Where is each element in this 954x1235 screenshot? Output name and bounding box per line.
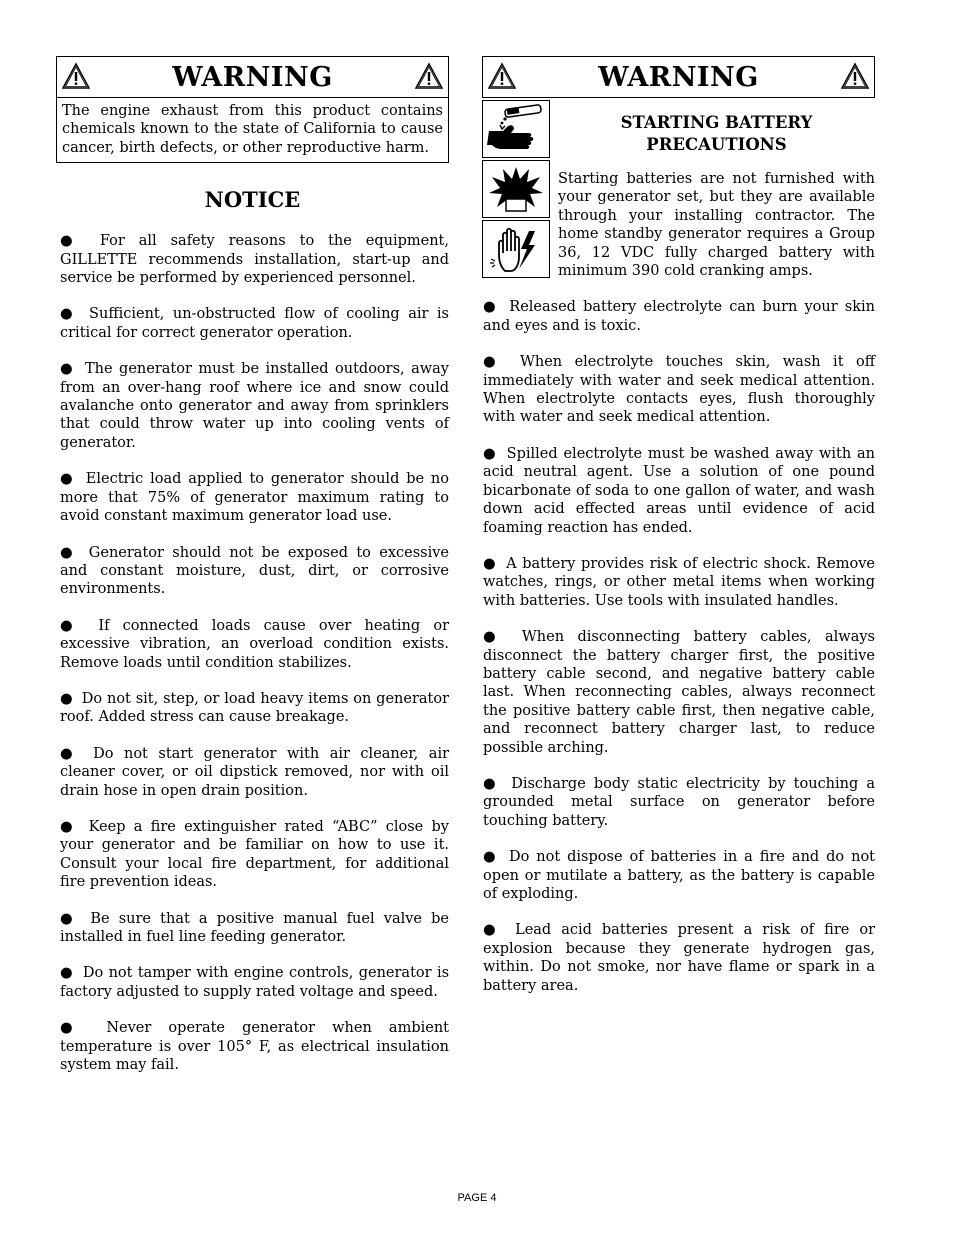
list-item: ● Do not tamper with engine controls, generator is factory adjusted to supply rated voltage and speed.: [60, 965, 450, 1000]
list-item: ● Be sure that a positive manual fuel valve be installed in fuel line feeding generator.: [60, 910, 450, 945]
battery-precautions-list: [482, 298, 875, 995]
list-item: ● Discharge body static electricity by touching a grounded metal surface on generator before touching battery.: [483, 775, 875, 829]
list-item: ● Do not start generator with air cleaner, air cleaner cover, or oil dipstick removed, nor with oil drain hose in open drain position.: [60, 745, 450, 799]
california-warning-box: [56, 98, 449, 163]
california-warning-text: The engine exhaust from this product contains chemicals known to the state of California to cause cancer, birth defects, or other reproductive harm.: [62, 103, 443, 156]
warning-title: WARNING: [598, 61, 759, 93]
warning-triangle-icon: [487, 62, 517, 90]
notice-title: NOTICE: [204, 187, 301, 213]
list-item: ● Do not sit, step, or load heavy items on generator roof. Added stress can cause breakage.: [60, 690, 450, 726]
notice-list: [56, 232, 449, 1074]
battery-warning-body: [482, 100, 875, 280]
battery-intro-text: Starting batteries are not furnished with your generator set, but they are available through your installing contractor. The home standby generator requires a Group 36, 12 VDC fully charged battery with minimum 390 cold cranking amps.: [558, 171, 875, 280]
acid-burn-hand-icon: [482, 100, 550, 158]
list-item: ● Lead acid batteries present a risk of fire or explosion because they generate hydrogen gas, within. Do not smoke, nor have flame or spark in a battery area.: [483, 922, 876, 994]
list-item: ● Never operate generator when ambient temperature is over 105° F, as electrical insulation system may fail.: [60, 1020, 449, 1074]
list-item: ● Sufficient, un-obstructed flow of cooling air is critical for correct generator operation.: [60, 306, 449, 341]
list-item: ● Keep a fire extinguisher rated “ABC” close by your generator and be familiar on how to use it. Consult your local fire department, for additional fire prevention ideas.: [60, 818, 450, 891]
right-column: [482, 56, 875, 1013]
list-item: ● When electrolyte touches skin, wash it off immediately with water and seek medical attention. When electrolyte contacts eyes, flush thoroughly with water and seek medical attention.: [483, 354, 875, 426]
list-item: ● The generator must be installed outdoors, away from an over-hang roof where ice and snow could avalanche onto generator and away from sprinklers that could throw water up into cooling vents of generator.: [60, 361, 449, 451]
explosion-icon: [482, 160, 550, 218]
left-column: [56, 56, 449, 1092]
list-item: ● Released battery electrolyte can burn your skin and eyes and is toxic.: [483, 299, 875, 334]
battery-warning-text: [552, 100, 875, 280]
warning-triangle-icon: [61, 62, 91, 90]
list-item: ● Electric load applied to generator should be no more that 75% of generator maximum rating to avoid constant maximum generator load use.: [60, 471, 450, 525]
hazard-icons: [482, 100, 552, 280]
electric-shock-hand-icon: [482, 220, 550, 278]
warning-triangle-icon: [414, 62, 444, 90]
list-item: ● If connected loads cause over heating or excessive vibration, an overload condition exists. Remove loads until condition stabilizes.: [60, 617, 450, 671]
battery-precautions-title: STARTING BATTERY PRECAUTIONS: [620, 113, 813, 154]
list-item: ● Generator should not be exposed to excessive and constant moisture, dust, dirt, or corrosive environments.: [60, 544, 450, 598]
list-item: ● Spilled electrolyte must be washed away with an acid neutral agent. Use a solution of one pound bicarbonate of soda to one gallon of water, and wash down acid effected areas until evidence of acid foaming reaction has ended.: [483, 445, 875, 536]
list-item: ● When disconnecting battery cables, always disconnect the battery charger first, the positive battery cable second, and negative battery cable last. When reconnecting cables, always reconnect the positive battery cable first, then negative cable, and reconnect battery charger last, to reduce possible arching.: [483, 629, 875, 756]
list-item: ● For all safety reasons to the equipment, GILLETTE recommends installation, start-up and service be performed by experienced personnel.: [60, 233, 449, 287]
list-item: ● A battery provides risk of electric shock. Remove watches, rings, or other metal items when working with batteries. Use tools with insulated handles.: [483, 555, 876, 609]
california-warning-header: [56, 56, 449, 98]
battery-warning-header: [482, 56, 875, 98]
warning-triangle-icon: [840, 62, 870, 90]
list-item: ● Do not dispose of batteries in a fire and do not open or mutilate a battery, as the battery is capable of exploding.: [483, 849, 876, 902]
page-number: PAGE 4: [457, 1192, 497, 1204]
warning-title: WARNING: [172, 61, 333, 93]
